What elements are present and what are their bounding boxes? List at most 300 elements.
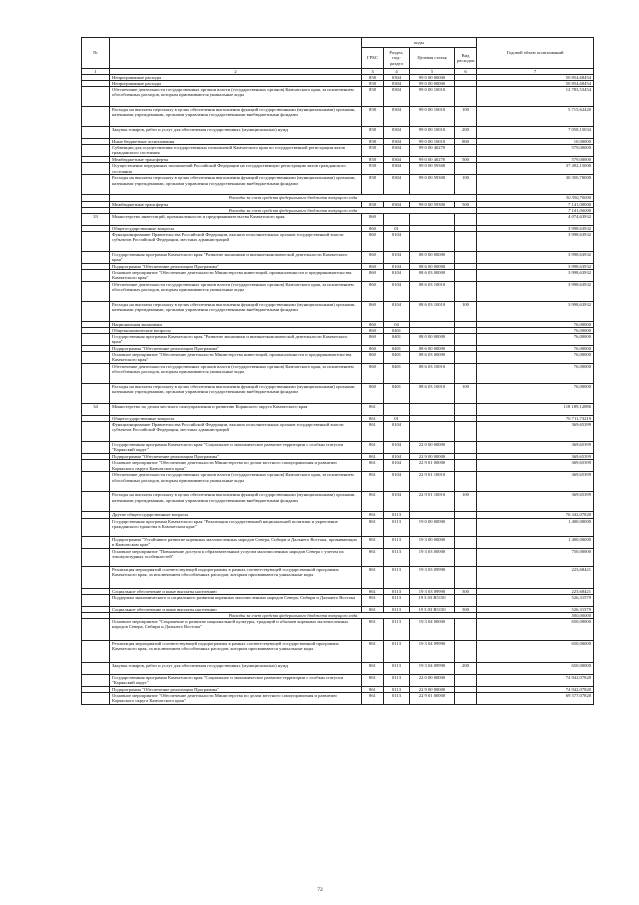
row-name: Социальное обеспечение и иные выплаты населению	[110, 588, 362, 594]
row-grbs: 861	[362, 588, 384, 594]
table-row	[82, 301, 594, 321]
row-cel: 08 6 03 00000	[410, 269, 455, 281]
document-page	[81, 37, 593, 705]
row-vid: 200	[455, 127, 477, 139]
table-row	[82, 145, 594, 157]
row-name: Подпрограмма "Обеспечение реализации Программы"	[110, 346, 362, 352]
row-grbs: 858	[362, 81, 384, 87]
row-note: Расходы за счет средств федерального бюджета текущего года	[110, 195, 477, 201]
row-vid	[455, 145, 477, 157]
row-razdel: 0401	[384, 352, 410, 364]
table-body	[82, 75, 594, 705]
row-vid: 100	[455, 107, 477, 127]
row-amount: 76,00000	[477, 384, 594, 404]
row-name: Государственная программа Камчатского края "Социальное и экономическое развитие территории с особым статусом "Корякский округ"	[110, 442, 362, 454]
row-vid	[455, 594, 477, 606]
row-grbs: 861	[362, 548, 384, 566]
row-cel: 08 6 03 10010	[410, 384, 455, 404]
row-grbs: 861	[362, 472, 384, 492]
row-cel: 99 0 00 59300	[410, 201, 455, 207]
table-row	[82, 231, 594, 251]
row-name: Функционирование Правительства Российской Федерации, высших исполнительных органов государственной власти субъектов Российской Федерации, местных администраций	[110, 422, 362, 442]
row-amount: 650,00000	[477, 640, 594, 662]
row-vid	[455, 674, 477, 686]
row-cel: 19 3 04 09990	[410, 640, 455, 662]
row-name: Закупка товаров, работ и услуг для обеспечения государственных (муниципальных) нужд	[110, 662, 362, 674]
row-grbs: 861	[362, 422, 384, 442]
row-razdel: 0401	[384, 384, 410, 404]
row-razdel: 0304	[384, 163, 410, 175]
row-amount: 3 998,63932	[477, 281, 594, 301]
row-razdel: 0304	[384, 81, 410, 87]
table-row	[82, 281, 594, 301]
row-number	[82, 674, 110, 686]
row-vid: 800	[455, 139, 477, 145]
table-row	[82, 269, 594, 281]
row-note: Расходы за счет средств федерального бюджета текущего года	[110, 612, 477, 618]
row-razdel: 0304	[384, 75, 410, 81]
row-name: Непрограммные расходы	[110, 75, 362, 81]
row-amount: 76,00000	[477, 352, 594, 364]
row-cel: 99 0 00 10010	[410, 127, 455, 139]
table-row	[82, 662, 594, 674]
row-number	[82, 442, 110, 454]
row-cel: 08 6 00 00000	[410, 346, 455, 352]
row-grbs: 860	[362, 384, 384, 404]
row-vid	[455, 231, 477, 251]
row-razdel: 0401	[384, 334, 410, 346]
row-number	[82, 334, 110, 346]
row-grbs: 861	[362, 416, 384, 422]
table-row	[82, 422, 594, 442]
colnum: 5	[410, 69, 455, 75]
header-razdel: Раздел, под- раздел	[384, 48, 410, 69]
row-razdel: 0304	[384, 127, 410, 139]
row-grbs: 861	[362, 662, 384, 674]
row-grbs: 860	[362, 352, 384, 364]
row-razdel: 0401	[384, 346, 410, 352]
row-name: Обеспечение деятельности государственных органов власти (государственных органов) Камчатского края, за исключением обособленных расходов, которым присваиваются уникальные коды	[110, 87, 362, 107]
row-amount: 650,00000	[477, 662, 594, 674]
row-amount: 76,00000	[477, 334, 594, 346]
row-razdel: 0304	[384, 107, 410, 127]
row-amount: 1 400,00000	[477, 536, 594, 548]
row-vid	[455, 352, 477, 364]
row-name: Закупка товаров, работ и услуг для обеспечения государственных (муниципальных) нужд	[110, 127, 362, 139]
row-cel: 19 3 03 R5150	[410, 594, 455, 606]
row-name: Расходы на выплаты персоналу в целях обеспечения выполнения функций государственными (муниципальными) органами, казенными учреждениями, органами управления государственными внебюджетными фондами	[110, 301, 362, 321]
row-name: Межбюджетные трансферты	[110, 157, 362, 163]
row-cel: 22 9 01 10010	[410, 472, 455, 492]
header-num: №	[82, 38, 110, 69]
row-number	[82, 384, 110, 404]
row-cel	[410, 404, 455, 416]
row-grbs: 860	[362, 263, 384, 269]
table-row	[82, 674, 594, 686]
table-row	[82, 213, 594, 225]
row-cel: 19 3 03 00000	[410, 548, 455, 566]
row-amount: 50 854,68454	[477, 81, 594, 87]
row-name: Государственная программа Камчатского края "Реализация государственной национальной политики и укрепление гражданского единства в Камчатском крае"	[110, 518, 362, 536]
colnum: 2	[110, 69, 362, 75]
row-amount: 369,65399	[477, 472, 594, 492]
row-razdel: 0304	[384, 139, 410, 145]
row-amount: 3 998,63932	[477, 251, 594, 263]
row-vid: 300	[455, 588, 477, 594]
row-name: Поддержка экономического и социального развития коренных малочисленных народов Севера, Сибири и Дальнего Востока	[110, 594, 362, 606]
table-row	[82, 107, 594, 127]
row-razdel: 0104	[384, 454, 410, 460]
row-razdel: 0304	[384, 201, 410, 207]
row-number	[82, 460, 110, 472]
row-cel: 08 6 03 10010	[410, 364, 455, 384]
row-grbs: 861	[362, 518, 384, 536]
row-cel: 19 3 04 09990	[410, 662, 455, 674]
row-grbs: 858	[362, 163, 384, 175]
row-amount: 50 854,68454	[477, 75, 594, 81]
row-amount: 369,65399	[477, 460, 594, 472]
row-number	[82, 87, 110, 107]
row-number	[82, 251, 110, 263]
row-grbs: 860	[362, 328, 384, 334]
row-name: Субвенции для осуществления государственных полномочий Камчатского края по государственной регистрации актов гражданского состояния	[110, 145, 362, 157]
row-amount: 74 942,07820	[477, 686, 594, 692]
row-vid: 100	[455, 301, 477, 321]
table-row	[82, 251, 594, 263]
row-razdel: 0113	[384, 618, 410, 640]
row-amount: 7 141,00000	[477, 207, 594, 213]
row-grbs: 861	[362, 566, 384, 588]
row-vid: 300	[455, 606, 477, 612]
colnum: 6	[455, 69, 477, 75]
row-number	[82, 301, 110, 321]
row-name: Основное мероприятие "Повышение доступа к образовательным услугам малочисленных народов Севера с учетом их этнокультурных особенностей"	[110, 548, 362, 566]
row-name: Государственная программа Камчатского края "Социальное и экономическое развитие территории с особым статусом "Корякский округ"	[110, 674, 362, 686]
table-row	[82, 352, 594, 364]
row-name: Основное мероприятие "Обеспечение деятельности Министерства инвестиций, промышленности и предпринимательства Камчатского края"	[110, 269, 362, 281]
row-name: Основное мероприятие "Обеспечение деятельности Министерства по делам местного самоуправления и развитию Корякского округа Камчатского края"	[110, 692, 362, 704]
row-amount: 30 350,70000	[477, 175, 594, 195]
row-grbs: 858	[362, 145, 384, 157]
table-row	[82, 692, 594, 704]
row-number: 33	[82, 213, 110, 225]
row-cel: 08 0 00 00000	[410, 334, 455, 346]
row-vid	[455, 442, 477, 454]
row-razdel: 0304	[384, 157, 410, 163]
row-name: Расходы на выплаты персоналу в целях обеспечения выполнения функций государственными (муниципальными) органами, казенными учреждениями, органами управления государственными внебюджетными фондами	[110, 175, 362, 195]
row-vid	[455, 87, 477, 107]
table-row	[82, 460, 594, 472]
row-number	[82, 692, 110, 704]
row-razdel: 0104	[384, 460, 410, 472]
row-razdel: 0113	[384, 606, 410, 612]
row-name: Подпрограмма "Обеспечение реализации Программы"	[110, 263, 362, 269]
row-vid: 500	[455, 157, 477, 163]
row-razdel	[384, 213, 410, 225]
row-amount: 3 998,63932	[477, 231, 594, 251]
row-razdel: 0104	[384, 492, 410, 512]
row-number	[82, 281, 110, 301]
table-row	[82, 492, 594, 512]
row-name: Межбюджетные трансферты	[110, 201, 362, 207]
table-row	[82, 594, 594, 606]
row-amount: 369,65399	[477, 442, 594, 454]
row-grbs: 860	[362, 346, 384, 352]
table-row	[82, 175, 594, 195]
row-number	[82, 231, 110, 251]
row-cel: 19 3 03 R5150	[410, 606, 455, 612]
row-amount: 76,00000	[477, 328, 594, 334]
row-name: Государственная программа Камчатского края "Развитие экономики и внешнеэкономической деятельности Камчатского края"	[110, 251, 362, 263]
row-cel: 19 3 00 00000	[410, 536, 455, 548]
row-grbs: 858	[362, 75, 384, 81]
row-razdel: 0104	[384, 422, 410, 442]
row-name: Общегосударственные вопросы	[110, 225, 362, 231]
row-vid	[455, 213, 477, 225]
row-grbs: 860	[362, 301, 384, 321]
row-cel	[410, 231, 455, 251]
row-vid	[455, 518, 477, 536]
row-cel: 99 0 00 10010	[410, 87, 455, 107]
row-cel	[410, 213, 455, 225]
row-amount: 7 141,00000	[477, 201, 594, 207]
row-grbs: 861	[362, 674, 384, 686]
row-grbs: 861	[362, 606, 384, 612]
table-row	[82, 87, 594, 107]
row-grbs: 860	[362, 281, 384, 301]
row-razdel: 0113	[384, 548, 410, 566]
row-name: Обеспечение деятельности государственных органов власти (государственных органов) Камчатского края, за исключением обособленных расходов, которым присваиваются уникальные коды	[110, 281, 362, 301]
table-row	[82, 404, 594, 416]
row-razdel: 0104	[384, 442, 410, 454]
row-vid	[455, 618, 477, 640]
row-vid	[455, 422, 477, 442]
header-vid: Вид расходов	[455, 48, 477, 69]
row-razdel: 0113	[384, 512, 410, 518]
row-cel: 22 9 01 00000	[410, 692, 455, 704]
row-note: Расходы за счет средств федерального бюджета текущего года	[110, 207, 477, 213]
row-name: Подпрограмма "Устойчивое развитие коренных малочисленных народов Севера, Сибири и Дальнего Востока, проживающих в Камчатском крае"	[110, 536, 362, 548]
row-razdel: 0113	[384, 662, 410, 674]
row-amount: 223,68421	[477, 566, 594, 588]
row-razdel: 0104	[384, 472, 410, 492]
row-grbs: 858	[362, 175, 384, 195]
row-razdel: 04	[384, 321, 410, 327]
row-amount: 118 189,12886	[477, 404, 594, 416]
colnum: 1	[82, 69, 110, 75]
page-number: 72	[317, 887, 323, 893]
row-name: Основное мероприятие "Обеспечение деятельности Министерства инвестиций, промышленности и предпринимательства Камчатского края"	[110, 352, 362, 364]
row-razdel: 0304	[384, 87, 410, 107]
row-vid	[455, 566, 477, 588]
row-vid	[455, 536, 477, 548]
row-amount: 579,00000	[477, 145, 594, 157]
row-razdel: 01	[384, 225, 410, 231]
table-row	[82, 536, 594, 548]
row-amount: 3 998,63932	[477, 225, 594, 231]
row-amount: 76,00000	[477, 346, 594, 352]
row-amount: 3 998,63932	[477, 301, 594, 321]
row-grbs: 860	[362, 269, 384, 281]
row-number	[82, 566, 110, 588]
table-row	[82, 548, 594, 566]
row-razdel: 0401	[384, 328, 410, 334]
row-number	[82, 662, 110, 674]
row-grbs: 861	[362, 404, 384, 416]
row-cel: 22 9 00 00000	[410, 454, 455, 460]
row-grbs: 861	[362, 512, 384, 518]
colnum: 3	[362, 69, 384, 75]
table-row	[82, 127, 594, 139]
row-cel: 22 0 00 00000	[410, 442, 455, 454]
row-cel: 22 0 00 00000	[410, 674, 455, 686]
table-row	[82, 618, 594, 640]
header-name	[110, 38, 362, 69]
row-number	[82, 352, 110, 364]
row-name: Основное мероприятие "Сохранение и развитие национальной культуры, традиций и обычаев коренных малочисленных народов Севера, Сибири и Дальнего Востока"	[110, 618, 362, 640]
row-amount: 5 715,62420	[477, 107, 594, 127]
colnum: 7	[477, 69, 594, 75]
row-vid	[455, 548, 477, 566]
table-row	[82, 640, 594, 662]
row-grbs: 861	[362, 640, 384, 662]
row-grbs: 860	[362, 364, 384, 384]
row-amount: 4 074,63932	[477, 213, 594, 225]
row-name: Функционирование Правительства Российской Федерации, высших исполнительных органов государственной власти субъектов Российской Федерации, местных администраций	[110, 231, 362, 251]
row-number	[82, 618, 110, 640]
row-number	[82, 145, 110, 157]
row-amount: 74 942,07820	[477, 674, 594, 686]
row-amount: 10,00000	[477, 139, 594, 145]
row-number	[82, 594, 110, 606]
row-grbs: 858	[362, 201, 384, 207]
row-amount: 369,65399	[477, 492, 594, 512]
row-grbs: 858	[362, 127, 384, 139]
row-amount: 369,65399	[477, 422, 594, 442]
row-vid	[455, 334, 477, 346]
row-name: Государственная программа Камчатского края "Развитие экономики и внешнеэкономической деятельности Камчатского края"	[110, 334, 362, 346]
row-cel: 19 3 03 09990	[410, 566, 455, 588]
row-razdel: 0104	[384, 301, 410, 321]
row-number	[82, 518, 110, 536]
row-razdel: 0104	[384, 251, 410, 263]
row-name: Министерство инвестиций, промышленности и предпринимательства Камчатского края	[110, 213, 362, 225]
row-number	[82, 536, 110, 548]
row-vid	[455, 460, 477, 472]
row-razdel: 0113	[384, 536, 410, 548]
row-vid: 100	[455, 492, 477, 512]
row-razdel: 0104	[384, 263, 410, 269]
row-amount: 7 058,15034	[477, 127, 594, 139]
row-name: Реализация мероприятий соответствующей подпрограммы в рамках соответствующей государственной программы Камчатского края, за исключением обособленных расходов, которым присваиваются уникальные коды	[110, 566, 362, 588]
row-number	[82, 422, 110, 442]
row-amount: 579,00000	[477, 157, 594, 163]
row-cel: 08 6 03 00000	[410, 352, 455, 364]
row-grbs: 861	[362, 442, 384, 454]
row-cel	[410, 422, 455, 442]
row-name: Социальное обеспечение и иные выплаты населению	[110, 606, 362, 612]
row-number	[82, 472, 110, 492]
row-number	[82, 640, 110, 662]
row-cel: 22 9 01 00000	[410, 460, 455, 472]
row-number	[82, 269, 110, 281]
row-name: Основное мероприятие "Обеспечение деятельности Министерства по делам местного самоуправления и развитию Корякского округа Камчатского края"	[110, 460, 362, 472]
row-name: Общегосударственные вопросы	[110, 416, 362, 422]
row-grbs: 858	[362, 107, 384, 127]
row-name: Обеспечение деятельности государственных органов власти (государственных органов) Камчатского края, за исключением обособленных расходов, которым присваиваются уникальные коды	[110, 364, 362, 384]
row-number	[82, 548, 110, 566]
row-amount: 12 783,53454	[477, 87, 594, 107]
row-vid: 100	[455, 384, 477, 404]
row-name: Иные бюджетные ассигнования	[110, 139, 362, 145]
row-cel: 22 9 01 10010	[410, 492, 455, 512]
row-razdel: 0113	[384, 566, 410, 588]
row-grbs: 858	[362, 87, 384, 107]
row-razdel: 0113	[384, 692, 410, 704]
table-row	[82, 518, 594, 536]
row-grbs: 860	[362, 213, 384, 225]
row-amount: 30 350,70000	[477, 195, 594, 201]
row-razdel: 0113	[384, 588, 410, 594]
row-grbs: 860	[362, 231, 384, 251]
row-razdel: 0113	[384, 518, 410, 536]
row-cel: 08 0 00 00000	[410, 251, 455, 263]
row-grbs: 860	[362, 251, 384, 263]
row-razdel: 0304	[384, 145, 410, 157]
colnum: 4	[384, 69, 410, 75]
table-row	[82, 566, 594, 588]
row-razdel: 0113	[384, 640, 410, 662]
row-razdel: 0304	[384, 175, 410, 195]
table-row	[82, 163, 594, 175]
row-razdel: 0104	[384, 269, 410, 281]
row-razdel: 0104	[384, 231, 410, 251]
budget-table	[81, 37, 594, 705]
row-grbs: 860	[362, 321, 384, 327]
row-cel: 08 6 03 10010	[410, 301, 455, 321]
row-amount: 76 711,73219	[477, 416, 594, 422]
row-number	[82, 492, 110, 512]
row-name: Реализация мероприятий соответствующей подпрограммы в рамках соответствующей государственной программы Камчатского края, за исключением обособленных расходов, которым присваиваются уникальные коды	[110, 640, 362, 662]
row-amount: 369,65399	[477, 454, 594, 460]
row-razdel: 0113	[384, 674, 410, 686]
row-name: Непрограммные расходы	[110, 81, 362, 87]
table-row	[82, 442, 594, 454]
row-amount: 69 577,07820	[477, 692, 594, 704]
row-amount: 3 998,63932	[477, 263, 594, 269]
row-cel: 08 6 00 00000	[410, 263, 455, 269]
row-cel: 99 0 00 59300	[410, 175, 455, 195]
row-number: 34	[82, 404, 110, 416]
row-amount: 500,00000	[477, 612, 594, 618]
row-name: Обеспечение деятельности государственных органов власти (государственных органов) Камчатского края, за исключением обособленных расходов, которым присваиваются уникальные коды	[110, 472, 362, 492]
row-vid	[455, 692, 477, 704]
row-grbs: 861	[362, 460, 384, 472]
row-amount: 1 400,00000	[477, 518, 594, 536]
row-amount: 526,31579	[477, 606, 594, 612]
row-grbs: 858	[362, 157, 384, 163]
row-cel: 19 3 03 09990	[410, 588, 455, 594]
row-name: Общеэкономические вопросы	[110, 328, 362, 334]
row-vid	[455, 472, 477, 492]
row-razdel: 0401	[384, 364, 410, 384]
row-vid	[455, 163, 477, 175]
row-vid: 100	[455, 175, 477, 195]
row-amount: 76,00000	[477, 364, 594, 384]
row-amount: 526,31579	[477, 594, 594, 606]
row-grbs: 861	[362, 536, 384, 548]
header-sum: Годовой объем ассигнований	[477, 38, 594, 69]
